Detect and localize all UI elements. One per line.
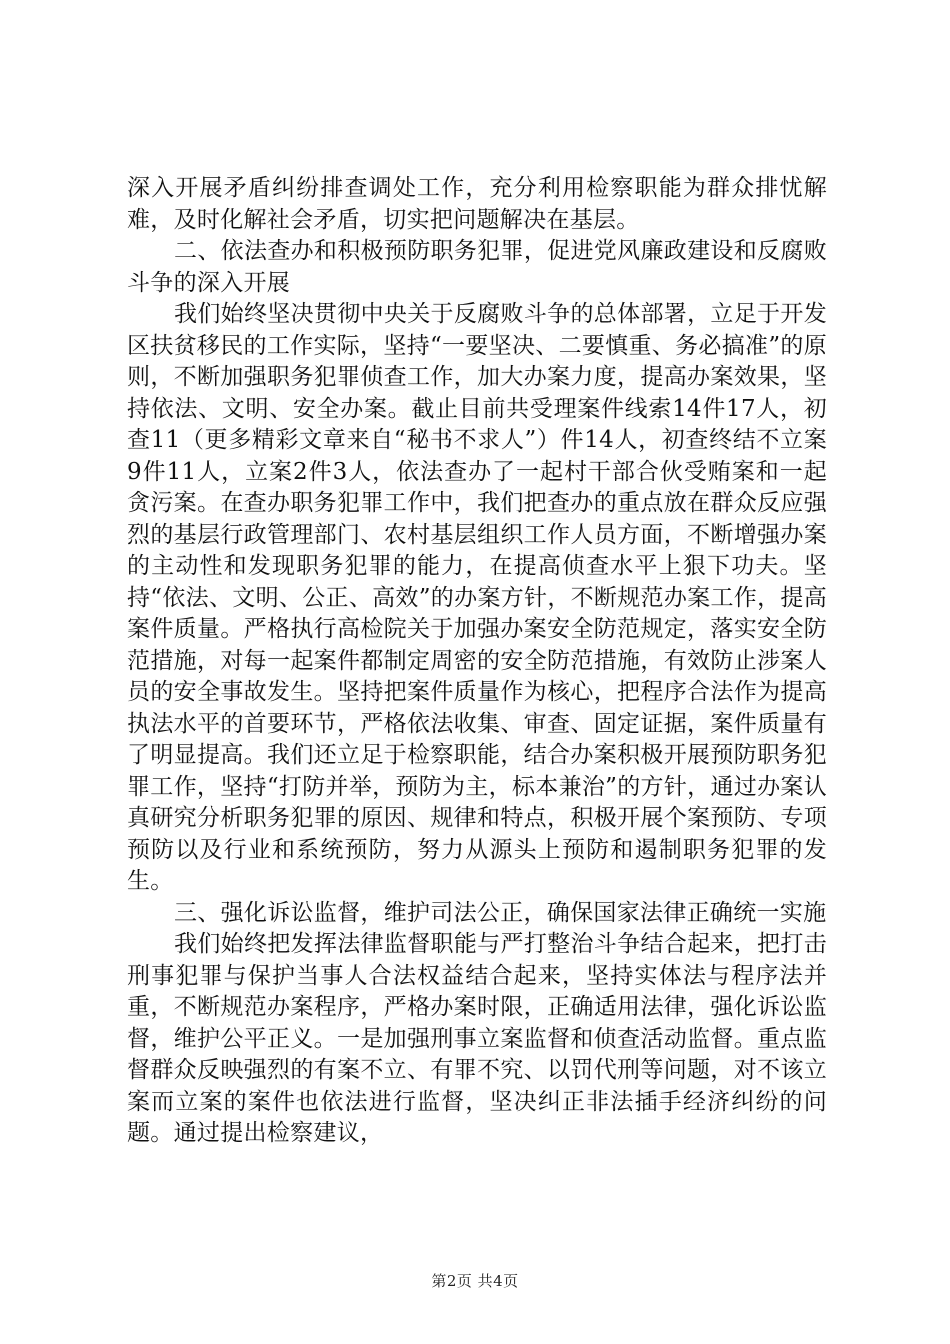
paragraph-section-two-body: 我们始终坚决贯彻中央关于反腐败斗争的总体部署，立足于开发区扶贫移民的工作实际，坚持“一要坚决、二要慎重、务必搞准”的原则，不断加强职务犯罪侦查工作，加大办案力度，提高办案效果，坚持依法、文明、安全办案。截止目前共受理案件线索14件17人，初查11（更多精彩文章来自“秘书不求人”）件14人，初查终结不立案9件11人，立案2件3人，依法查办了一起村干部合伙受贿案和一起贪污案。在查办职务犯罪工作中，我们把查办的重点放在群众反应强烈的基层行政管理部门、农村基层组织工作人员方面，不断增强办案的主动性和发现职务犯罪的能力，在提高侦查水平上狠下功夫。坚持“依法、文明、公正、高效”的办案方针，不断规范办案工作，提高案件质量。严格执行高检院关于加强办案安全防范规定，落实安全防范措施，对每一起案件都制定周密的安全防范措施，有效防止涉案人员的安全事故发生。坚持把案件质量作为核心，把程序合法作为提高执法水平的首要环节，严格依法收集、审查、固定证据，案件质量有了明显提高。我们还立足于检察职能，结合办案积极开展预防职务犯罪工作，坚持“打防并举，预防为主，标本兼治”的方针，通过办案认真研究分析职务犯罪的原因、规律和特点，积极开展个案预防、专项预防以及行业和系统预防，努力从源头上预防和遏制职务犯罪的发生。 <box>127 301 827 894</box>
paragraph-continuation: 深入开展矛盾纠纷排查调处工作，充分利用检察职能为群众排忧解难，及时化解社会矛盾，切实把问题解决在基层。 <box>127 175 827 233</box>
document-body <box>127 173 827 1150</box>
section-heading-three: 三、强化诉讼监督，维护司法公正，确保国家法律正确统一实施 <box>174 899 827 926</box>
page-number-footer: 第2页 共4页 <box>431 1272 519 1290</box>
section-heading-two: 二、依法查办和积极预防职务犯罪，促进党风廉政建设和反腐败斗争的深入开展 <box>127 238 827 296</box>
paragraph-section-three-body: 我们始终把发挥法律监督职能与严打整治斗争结合起来，把打击刑事犯罪与保护当事人合法权益结合起来，坚持实体法与程序法并重，不断规范办案程序，严格办案时限，正确适用法律，强化诉讼监督，维护公平正义。一是加强刑事立案监督和侦查活动监督。重点监督群众反映强烈的有案不立、有罪不究、以罚代刑等问题，对不该立案而立案的案件也依法进行监督，坚决纠正非法插手经济纠纷的问题。通过提出检察建议， <box>127 931 827 1146</box>
